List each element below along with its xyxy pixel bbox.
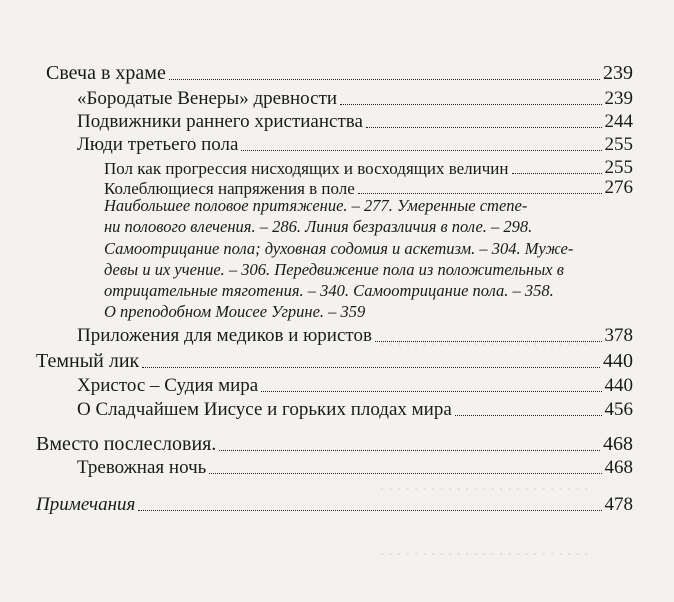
leader-dots xyxy=(366,127,602,128)
leader-dots xyxy=(142,367,600,368)
leader-dots xyxy=(241,150,601,151)
leader-dots xyxy=(512,173,602,174)
bleed-through: . . . . . . . . . . . . . . . . . . . . . . . . . xyxy=(380,540,589,559)
toc-entry-title: Тревожная ночь xyxy=(77,457,207,478)
leader-dots xyxy=(219,450,600,451)
toc-entry xyxy=(77,88,633,110)
toc-entry-page: 440 xyxy=(603,350,633,372)
leader-dots xyxy=(358,193,602,194)
toc-entry xyxy=(77,111,633,133)
toc-entry-page: 478 xyxy=(604,494,633,515)
toc-entry-title: Темный лик xyxy=(36,350,140,372)
leader-dots xyxy=(138,510,601,511)
toc-entry-page: 440 xyxy=(604,375,633,396)
toc-entry xyxy=(36,433,633,456)
toc-entry-title: Приложения для медиков и юристов xyxy=(77,325,372,346)
toc-entry-title: «Бородатые Венеры» древности xyxy=(77,88,338,109)
leader-dots xyxy=(209,473,601,474)
toc-entry xyxy=(77,134,633,156)
toc-entry-title: Примечания xyxy=(36,494,136,515)
toc-entry-page: 255 xyxy=(604,157,633,178)
toc-entry xyxy=(36,350,633,373)
leader-dots xyxy=(455,415,602,416)
toc-entry-page: 239 xyxy=(604,88,633,109)
leader-dots xyxy=(340,104,601,105)
toc-entry-title: Вместо послесловия. xyxy=(36,433,217,455)
bleed-through: . . . . . . . . . . . . . . . . . . . . . . . . . xyxy=(380,475,589,494)
toc-entry-page: 276 xyxy=(604,177,633,198)
toc-entry-page: 239 xyxy=(603,62,633,84)
toc-entry-page: 468 xyxy=(604,457,633,478)
toc-entry xyxy=(104,157,633,179)
toc-entry xyxy=(77,325,633,347)
toc-entry-page: 378 xyxy=(604,325,633,346)
subsection-line: отрицательные тяготения. – 340. Самоотрицание пола. – 358. xyxy=(104,281,554,301)
subsection-line: Самоотрицание пола; духовная содомия и аскетизм. – 304. Муже- xyxy=(104,238,574,258)
subsection-list xyxy=(104,195,604,323)
leader-dots xyxy=(375,341,602,342)
toc-entry-page: 456 xyxy=(604,399,633,420)
toc-entry xyxy=(46,62,633,85)
subsection-line: О преподобном Моисее Угрине. – 359 xyxy=(104,302,366,322)
toc-entry-page: 255 xyxy=(604,134,633,155)
toc-entry-title: Колеблющиеся напряжения в поле xyxy=(104,179,355,198)
toc-entry-page: 244 xyxy=(604,111,633,132)
toc-entry-title: Свеча в храме xyxy=(46,62,166,84)
toc-entry xyxy=(36,494,633,516)
bleed-through: . . . . . . . . . . . . . . . . . . . . . . . . . xyxy=(380,330,589,349)
toc-entry-title: Пол как прогрессия нисходящих и восходящих величин xyxy=(104,159,509,178)
toc-entry xyxy=(77,457,633,479)
toc-entry-title: Христос – Судия мира xyxy=(77,375,259,396)
toc-entry xyxy=(77,399,633,421)
toc-entry-title: Подвижники раннего христианства xyxy=(77,111,363,132)
toc-entry-page: 468 xyxy=(603,433,633,455)
toc-entry-title: О Сладчайшем Иисусе и горьких плодах мира xyxy=(77,399,452,420)
leader-dots xyxy=(169,79,600,80)
subsection-line: Наибольшее половое притяжение. – 277. Умеренные степе- xyxy=(104,196,528,215)
toc-entry xyxy=(77,375,633,397)
subsection-line: девы и их учение. – 306. Передвижение пола из положительных в xyxy=(104,259,564,279)
leader-dots xyxy=(261,391,601,392)
subsection-line: ни полового влечения. – 286. Линия безразличия в поле. – 298. xyxy=(104,217,533,237)
toc-entry-title: Люди третьего пола xyxy=(77,134,239,155)
